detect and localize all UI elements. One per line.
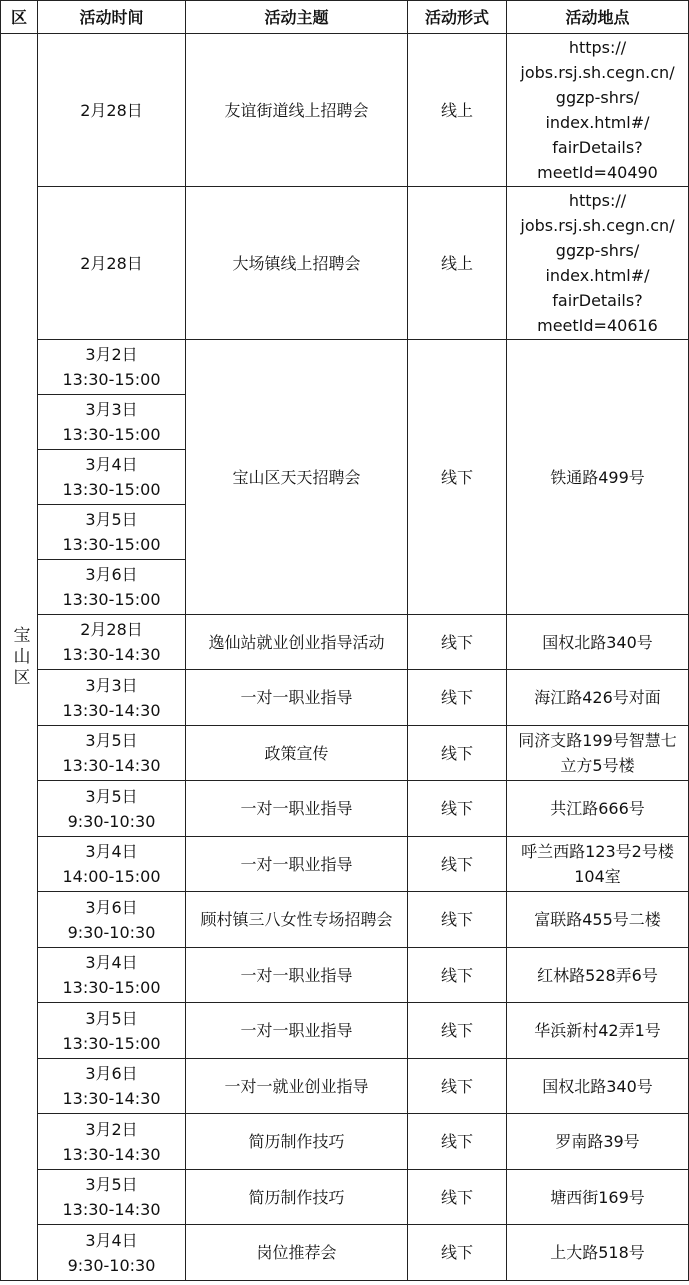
place-cell xyxy=(507,615,689,670)
topic-cell: 一对一就业创业指导 xyxy=(186,1059,408,1114)
event-date: 3月6日 xyxy=(85,565,138,584)
event-time: 13:30-15:00 xyxy=(62,425,161,444)
table-row xyxy=(1,1170,689,1225)
event-date: 2月28日 xyxy=(80,620,143,639)
place-cell: 铁通路499号 xyxy=(507,340,689,615)
event-time: 9:30-10:30 xyxy=(67,922,156,942)
topic-cell: 顾村镇三八女性专场招聘会 xyxy=(186,892,408,948)
event-time: 13:30-15:00 xyxy=(62,480,161,499)
event-date: 3月5日 xyxy=(85,786,138,806)
event-time: 13:30-15:00 xyxy=(62,370,161,389)
place-line: meetId=40616 xyxy=(537,316,658,335)
mode-cell: 线下 xyxy=(408,1170,507,1225)
topic-cell: 大场镇线上招聘会 xyxy=(186,187,408,340)
mode-cell: 线上 xyxy=(408,187,507,340)
table-row xyxy=(1,726,689,781)
place-line: 富联路455号二楼 xyxy=(534,910,661,929)
event-date: 3月4日 xyxy=(85,455,138,474)
time-cell xyxy=(38,837,186,892)
table-row xyxy=(1,670,689,726)
event-time: 13:30-14:30 xyxy=(62,645,161,664)
place-line: 国权北路340号 xyxy=(542,1076,653,1096)
event-date: 3月6日 xyxy=(85,897,138,917)
mode-cell: 线下 xyxy=(408,1059,507,1114)
table-body xyxy=(1,34,689,1281)
place-line: meetId=40490 xyxy=(537,163,658,182)
time-cell xyxy=(38,1059,186,1114)
place-line: 104室 xyxy=(574,867,621,886)
time-cell xyxy=(38,505,186,560)
event-date: 3月2日 xyxy=(85,345,138,364)
event-time: 13:30-14:30 xyxy=(62,1144,161,1164)
topic-cell: 一对一职业指导 xyxy=(186,1003,408,1059)
header-district: 区 xyxy=(1,1,38,34)
event-time: 13:30-14:30 xyxy=(62,1200,161,1219)
place-cell xyxy=(507,1059,689,1114)
place-line: 呼兰西路123号2号楼 xyxy=(521,842,674,861)
place-line: 罗南路39号 xyxy=(555,1132,640,1151)
event-date: 3月5日 xyxy=(85,1175,138,1194)
header-time: 活动时间 xyxy=(38,1,186,34)
place-cell xyxy=(507,670,689,726)
place-line: 海江路426号对面 xyxy=(534,688,661,707)
time-cell xyxy=(38,1170,186,1225)
topic-cell: 一对一职业指导 xyxy=(186,781,408,837)
place-cell xyxy=(507,837,689,892)
header-place: 活动地点 xyxy=(507,1,689,34)
place-cell xyxy=(507,1225,689,1281)
mode-cell: 线下 xyxy=(408,1003,507,1059)
event-time: 13:30-15:00 xyxy=(62,1033,161,1053)
place-cell xyxy=(507,1114,689,1170)
header-mode: 活动形式 xyxy=(408,1,507,34)
event-time: 13:30-15:00 xyxy=(62,590,161,609)
time-cell xyxy=(38,1225,186,1281)
time-cell xyxy=(38,781,186,837)
event-date: 3月6日 xyxy=(85,1064,138,1083)
topic-cell: 简历制作技巧 xyxy=(186,1170,408,1225)
place-cell xyxy=(507,1003,689,1059)
event-date: 3月3日 xyxy=(85,400,138,419)
place-line: https:// xyxy=(568,38,627,57)
place-line: 上大路518号 xyxy=(550,1243,645,1262)
place-line: 红林路528弄6号 xyxy=(537,965,658,985)
mode-cell: 线下 xyxy=(408,340,507,615)
time-cell xyxy=(38,726,186,781)
place-line: ggzp-shrs/ xyxy=(555,88,640,107)
time-cell xyxy=(38,450,186,505)
place-line: fairDetails? xyxy=(552,138,643,157)
event-date: 3月2日 xyxy=(85,1119,138,1139)
place-line: ggzp-shrs/ xyxy=(555,241,640,260)
mode-cell: 线下 xyxy=(408,892,507,948)
place-line: https:// xyxy=(568,191,627,210)
mode-cell: 线下 xyxy=(408,948,507,1003)
time-cell xyxy=(38,34,186,187)
place-line: 同济支路199号智慧七 xyxy=(518,731,677,750)
time-cell xyxy=(38,560,186,615)
table-row xyxy=(1,1059,689,1114)
time-cell xyxy=(38,1003,186,1059)
event-time: 9:30-10:30 xyxy=(67,811,156,831)
event-time: 9:30-10:30 xyxy=(67,1255,156,1275)
time-cell xyxy=(38,187,186,340)
topic-cell: 政策宣传 xyxy=(186,726,408,781)
mode-cell: 线上 xyxy=(408,34,507,187)
event-time: 13:30-14:30 xyxy=(62,700,161,720)
place-line: 国权北路340号 xyxy=(542,632,653,652)
mode-cell: 线下 xyxy=(408,837,507,892)
table-row xyxy=(1,1225,689,1281)
event-date: 3月3日 xyxy=(85,675,138,695)
place-line: index.html#/ xyxy=(545,266,650,285)
topic-cell: 简历制作技巧 xyxy=(186,1114,408,1170)
place-line: 华浜新村42弄1号 xyxy=(534,1021,661,1040)
place-cell xyxy=(507,948,689,1003)
time-cell xyxy=(38,892,186,948)
time-cell xyxy=(38,1114,186,1170)
place-line: fairDetails? xyxy=(552,291,643,310)
place-cell xyxy=(507,892,689,948)
table-row xyxy=(1,948,689,1003)
table-row xyxy=(1,187,689,340)
event-date: 3月5日 xyxy=(85,1008,138,1028)
table-row xyxy=(1,892,689,948)
table-row xyxy=(1,615,689,670)
mode-cell: 线下 xyxy=(408,615,507,670)
place-line: 共江路666号 xyxy=(550,799,645,818)
topic-cell: 一对一职业指导 xyxy=(186,837,408,892)
mode-cell: 线下 xyxy=(408,781,507,837)
place-cell xyxy=(507,1170,689,1225)
time-cell xyxy=(38,340,186,395)
place-line: jobs.rsj.sh.cegn.cn/ xyxy=(520,216,675,235)
topic-cell: 逸仙站就业创业指导活动 xyxy=(186,615,408,670)
time-cell xyxy=(38,948,186,1003)
event-time: 13:30-14:30 xyxy=(62,1089,161,1108)
table-row xyxy=(1,340,689,395)
header-row xyxy=(1,1,689,34)
event-time: 13:30-14:30 xyxy=(62,756,161,775)
event-date: 3月5日 xyxy=(85,731,138,750)
place-cell xyxy=(507,781,689,837)
mode-cell: 线下 xyxy=(408,1114,507,1170)
header-topic: 活动主题 xyxy=(186,1,408,34)
time-cell xyxy=(38,395,186,450)
event-date: 3月4日 xyxy=(85,953,138,972)
topic-cell: 一对一职业指导 xyxy=(186,948,408,1003)
event-time: 14:00-15:00 xyxy=(62,867,161,886)
table-row xyxy=(1,781,689,837)
event-time: 13:30-15:00 xyxy=(62,978,161,997)
time-cell xyxy=(38,670,186,726)
event-date: 2月28日 xyxy=(80,253,143,273)
event-date: 3月5日 xyxy=(85,510,138,529)
district-cell: 宝山区 xyxy=(1,34,38,1281)
table-row xyxy=(1,1114,689,1170)
table-row xyxy=(1,1003,689,1059)
place-line: 塘西街169号 xyxy=(550,1187,645,1207)
place-line: jobs.rsj.sh.cegn.cn/ xyxy=(520,63,675,82)
place-line: index.html#/ xyxy=(545,113,650,132)
place-line: 立方5号楼 xyxy=(560,756,635,775)
topic-cell: 友谊街道线上招聘会 xyxy=(186,34,408,187)
place-cell xyxy=(507,187,689,340)
topic-cell: 一对一职业指导 xyxy=(186,670,408,726)
event-date: 3月4日 xyxy=(85,842,138,861)
event-date: 2月28日 xyxy=(80,100,143,120)
mode-cell: 线下 xyxy=(408,670,507,726)
place-cell xyxy=(507,34,689,187)
time-cell xyxy=(38,615,186,670)
place-cell xyxy=(507,726,689,781)
event-date: 3月4日 xyxy=(85,1230,138,1250)
mode-cell: 线下 xyxy=(408,1225,507,1281)
event-time: 13:30-15:00 xyxy=(62,535,161,554)
table-row xyxy=(1,34,689,187)
mode-cell: 线下 xyxy=(408,726,507,781)
topic-cell: 宝山区天天招聘会 xyxy=(186,340,408,615)
table-row xyxy=(1,837,689,892)
topic-cell: 岗位推荐会 xyxy=(186,1225,408,1281)
